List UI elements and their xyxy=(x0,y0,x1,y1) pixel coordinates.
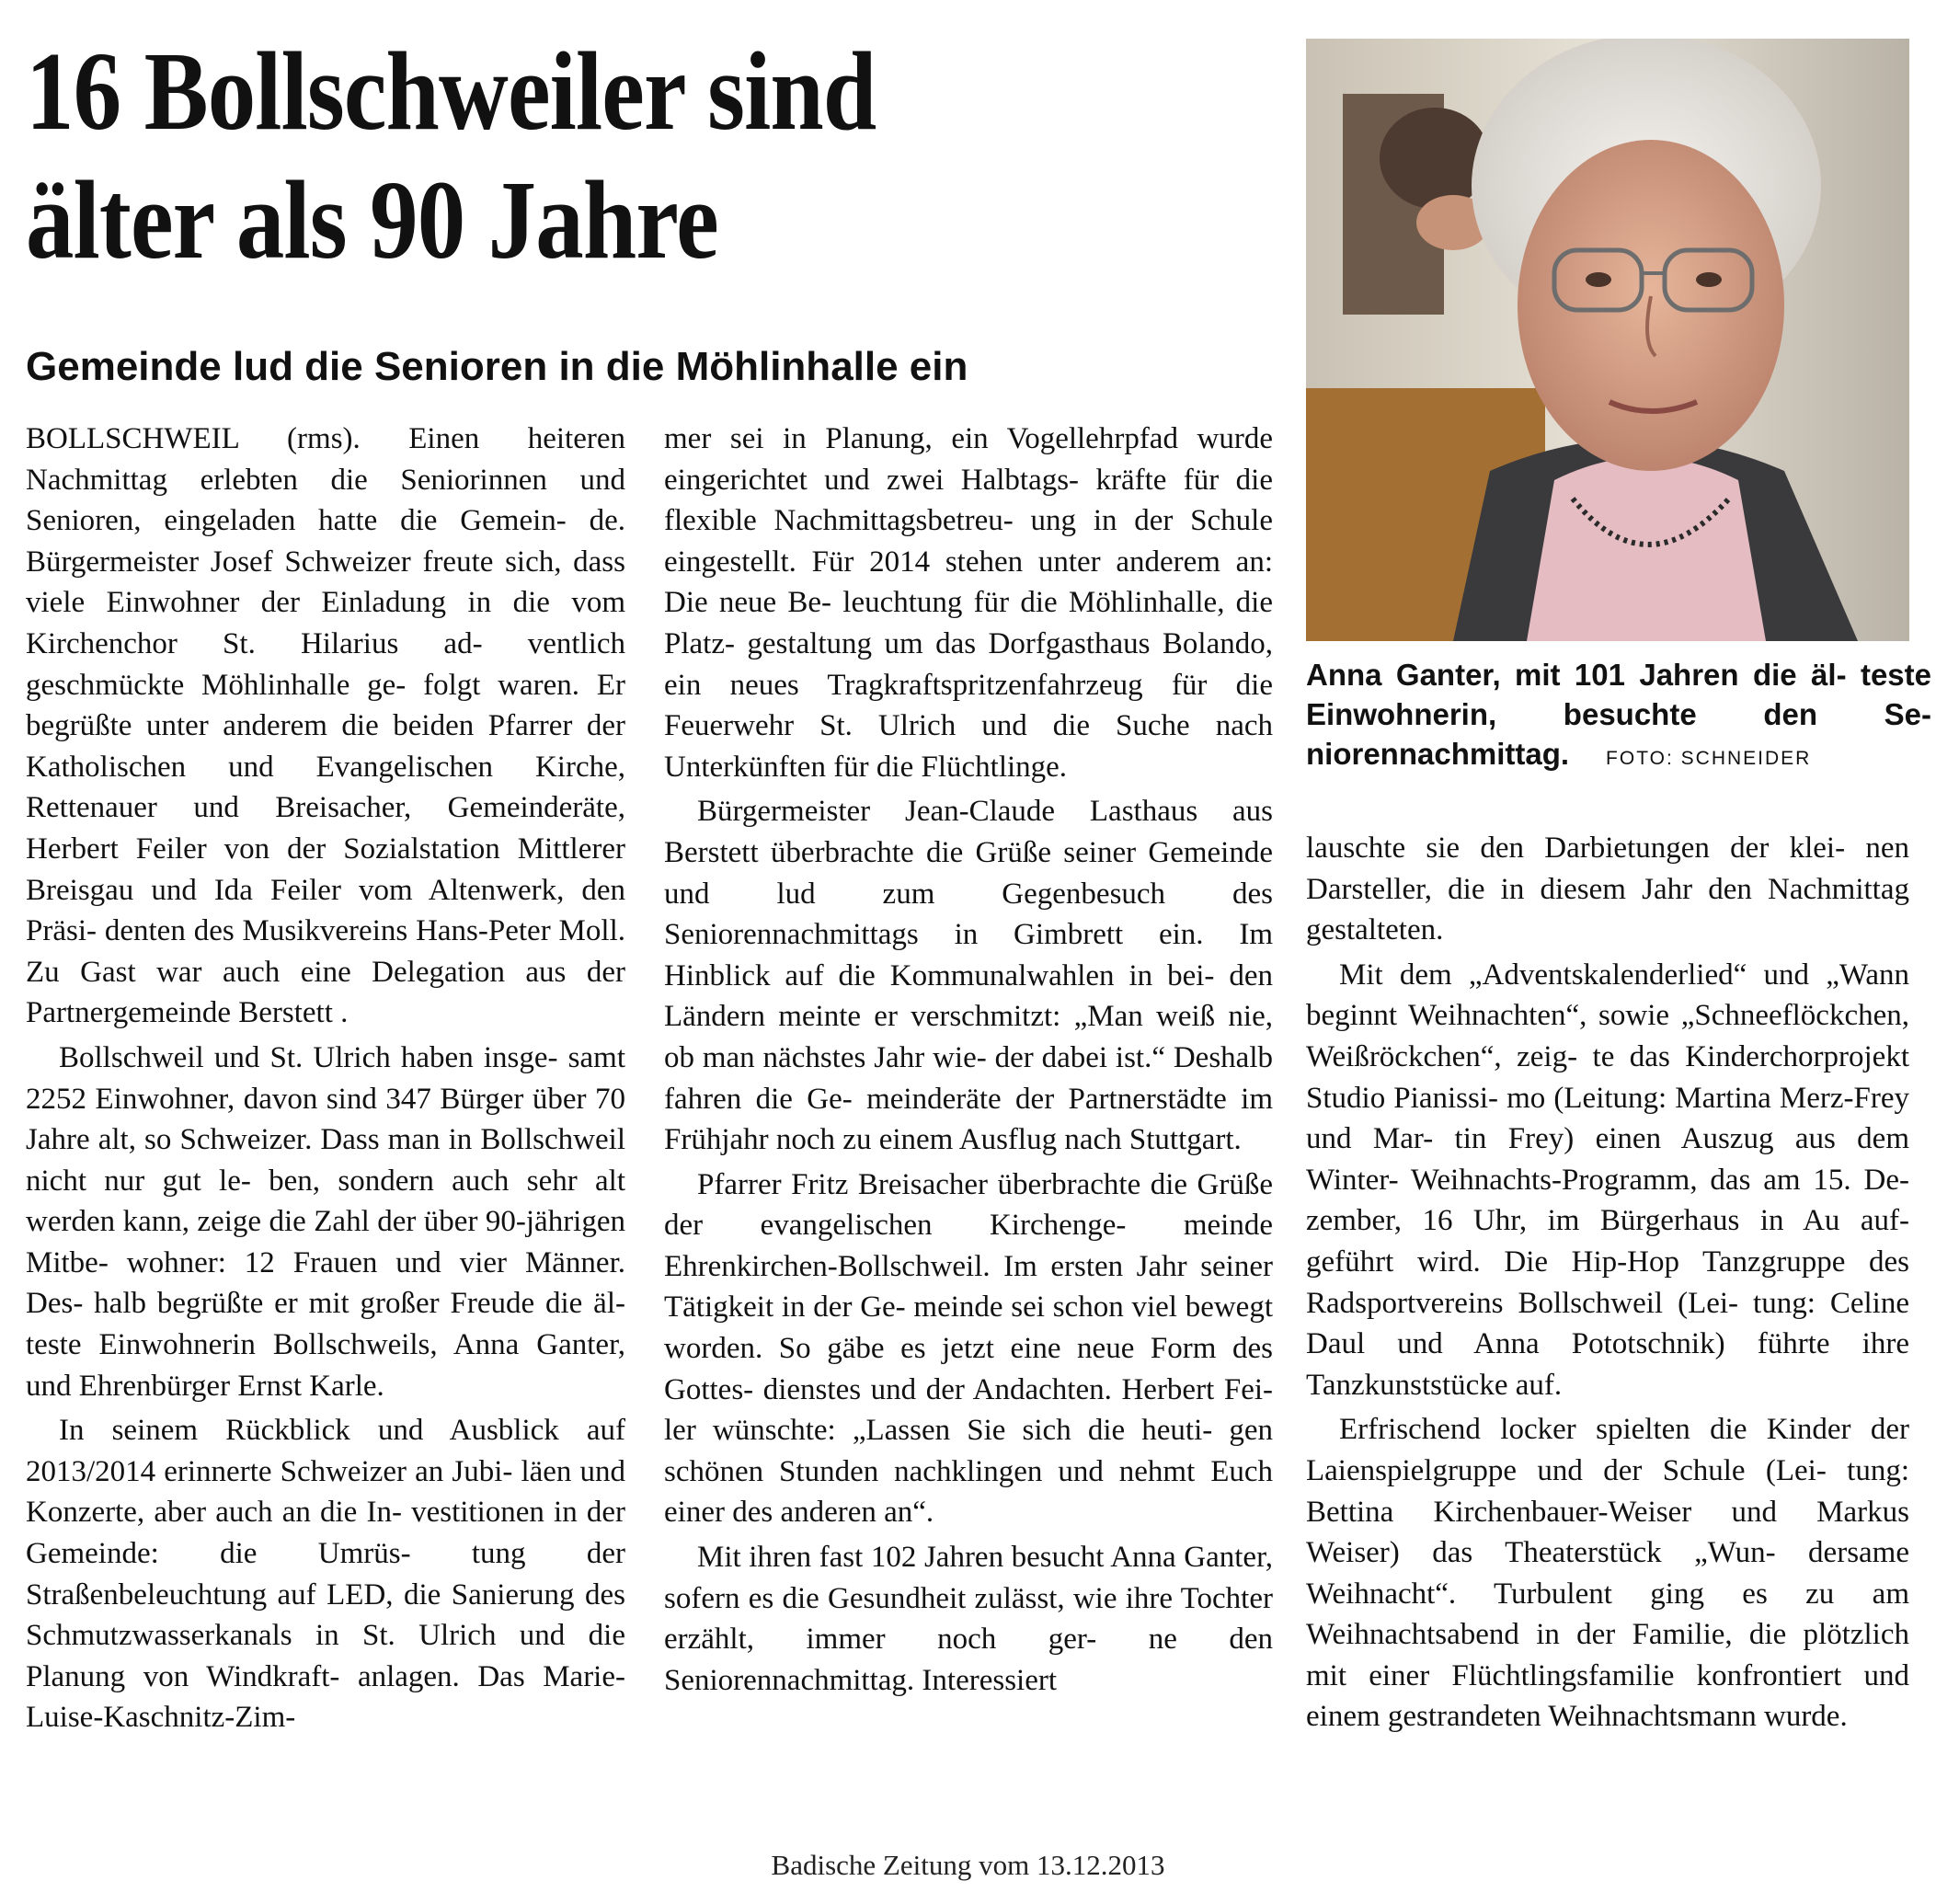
article-column-2 xyxy=(664,419,1273,1701)
paragraph: In seinem Rückblick und Ausblick auf 2013/2014 erinnerte Schweizer an Jubi- läen und Konzerte, aber auch an die In- vestitionen in der Gemeinde: die Umrüs- tung der Straßenbeleuchtung auf LED, die Sanierung des Schmutzwasserkanals in St. Ulrich und die Planung von Windkraft- anlagen. Das Marie-Luise-Kaschnitz-Zim- xyxy=(26,1414,625,1735)
portrait-photo xyxy=(1306,39,1909,641)
portrait-illustration xyxy=(1306,39,1909,641)
subheadline: Gemeinde lud die Senioren in die Möhlinhalle ein xyxy=(26,344,968,389)
paragraph: Bürgermeister Jean-Claude Lasthaus aus Berstett überbrachte die Grüße seiner Gemeinde und lud zum Gegenbesuch des Seniorennachmittags in Gimbrett ein. Im Hinblick auf die Kommunalwahlen in bei- den Ländern meinte er verschmitzt: „Man weiß nie, ob man nächstes Jahr wie- der dabei ist.“ Deshalb fahren die Ge- meinderäte der Partnerstädte im Frühjahr noch zu einem Ausflug nach Stuttgart. xyxy=(664,795,1273,1157)
paragraph: Bollschweil und St. Ulrich haben insge- samt 2252 Einwohner, davon sind 347 Bürger über 70 Jahre alt, so Schweizer. Dass man in Bollschweil nicht nur gut le- ben, sondern auch sehr alt werden kann, zeige die Zahl der über 90-jährigen Mitbe- wohner: 12 Frauen und vier Männer. Des- halb begrüßte er mit großer Freude die äl- teste Einwohnerin Bollschweils, Anna Ganter, und Ehrenbürger Ernst Karle. xyxy=(26,1040,625,1403)
photo-credit: FOTO: SCHNEIDER xyxy=(1606,748,1812,769)
paragraph: Erfrischend locker spielten die Kinder der Laienspielgruppe und der Schule (Lei- tung: Bettina Kirchenbauer-Weiser und Markus Weiser) das Theaterstück „Wun- dersame Weihnacht“. Turbulent ging es zu am Weihnachtsabend in der Familie, die plötzlich mit einer Flüchtlingsfamilie konfrontiert und einem gestrandeten Weihnachtsmann wurde. xyxy=(1306,1413,1909,1734)
paragraph: Mit dem „Adventskalenderlied“ und „Wann beginnt Weihnachten“, sowie „Schneeflöckchen, Weißröckchen“, zeig- te das Kinderchorprojekt Studio Pianissi- mo (Leitung: Martina Merz-Frey und Mar- tin Frey) einen Auszug aus dem Winter- Weihnachts-Programm, das am 15. De- zember, 16 Uhr, im Bürgerhaus in Au auf- geführt wird. Die Hip-Hop Tanzgruppe des Radsportvereins Bollschweil (Lei- tung: Celine Daul und Anna Pototschnik) führte ihre Tanzkunststücke auf. xyxy=(1306,958,1909,1402)
article-column-3 xyxy=(1306,828,1909,1738)
caption-text: Anna Ganter, mit 101 Jahren die äl- teste Einwohnerin, besuchte den Se- niorennachmittag. xyxy=(1306,658,1931,771)
photo-caption xyxy=(1306,655,1931,778)
paragraph: lauschte sie den Darbietungen der klei- nen Darsteller, die in diesem Jahr den Nachmittag gestalteten. xyxy=(1306,832,1909,947)
paragraph: mer sei in Planung, ein Vogellehrpfad wurde eingerichtet und zwei Halbtags- kräfte für die flexible Nachmittagsbetreu- ung in der Schule eingestellt. Für 2014 stehen unter anderem an: Die neue Be- leuchtung für die Möhlinhalle, die Platz- gestaltung um das Dorfgasthaus Bolando, ein neues Tragkraftspritzenfahrzeug für die Feuerwehr St. Ulrich und die Suche nach Unterkünften für die Flüchtlinge. xyxy=(664,422,1273,784)
paragraph: BOLLSCHWEIL (rms). Einen heiteren Nachmittag erlebten die Seniorinnen und Senioren, eingeladen hatte die Gemein- de. Bürgermeister Josef Schweizer freute sich, dass viele Einwohner der Einladung in die vom Kirchenchor St. Hilarius ad- ventlich geschmückte Möhlinhalle ge- folgt waren. Er begrüßte unter anderem die beiden Pfarrer der Katholischen und Evangelischen Kirche, Rettenauer und Breisacher, Gemeinderäte, Herbert Feiler von der Sozialstation Mittlerer Breisgau und Ida Feiler vom Altenwerk, den Präsi- denten des Musikvereins Hans-Peter Moll. Zu Gast war auch eine Delegation aus der Partnergemeinde Berstett . xyxy=(26,422,625,1030)
headline xyxy=(26,28,1085,285)
paragraph: Pfarrer Fritz Breisacher überbrachte die Grüße der evangelischen Kirchenge- meinde Ehrenkirchen-Bollschweil. Im ersten Jahr seiner Tätigkeit in der Ge- meinde sei schon viel bewegt worden. So gäbe es jetzt eine neue Form des Gottes- dienstes und der Andachten. Herbert Fei- ler wünschte: „Lassen Sie sich die heuti- gen schönen Stunden nachklingen und nehmt Euch einer des anderen an“. xyxy=(664,1167,1273,1530)
source-footer: Badische Zeitung vom 13.12.2013 xyxy=(771,1849,1165,1881)
headline-line-2: älter als 90 Jahre xyxy=(26,158,718,282)
paragraph: Mit ihren fast 102 Jahren besucht Anna Ganter, sofern es die Gesundheit zulässt, wie ihre Tochter erzählt, immer noch ger- ne den Seniorennachmittag. Interessiert xyxy=(664,1541,1273,1697)
headline-line-1: 16 Bollschweiler sind xyxy=(26,29,876,154)
article-column-1 xyxy=(26,419,625,1738)
